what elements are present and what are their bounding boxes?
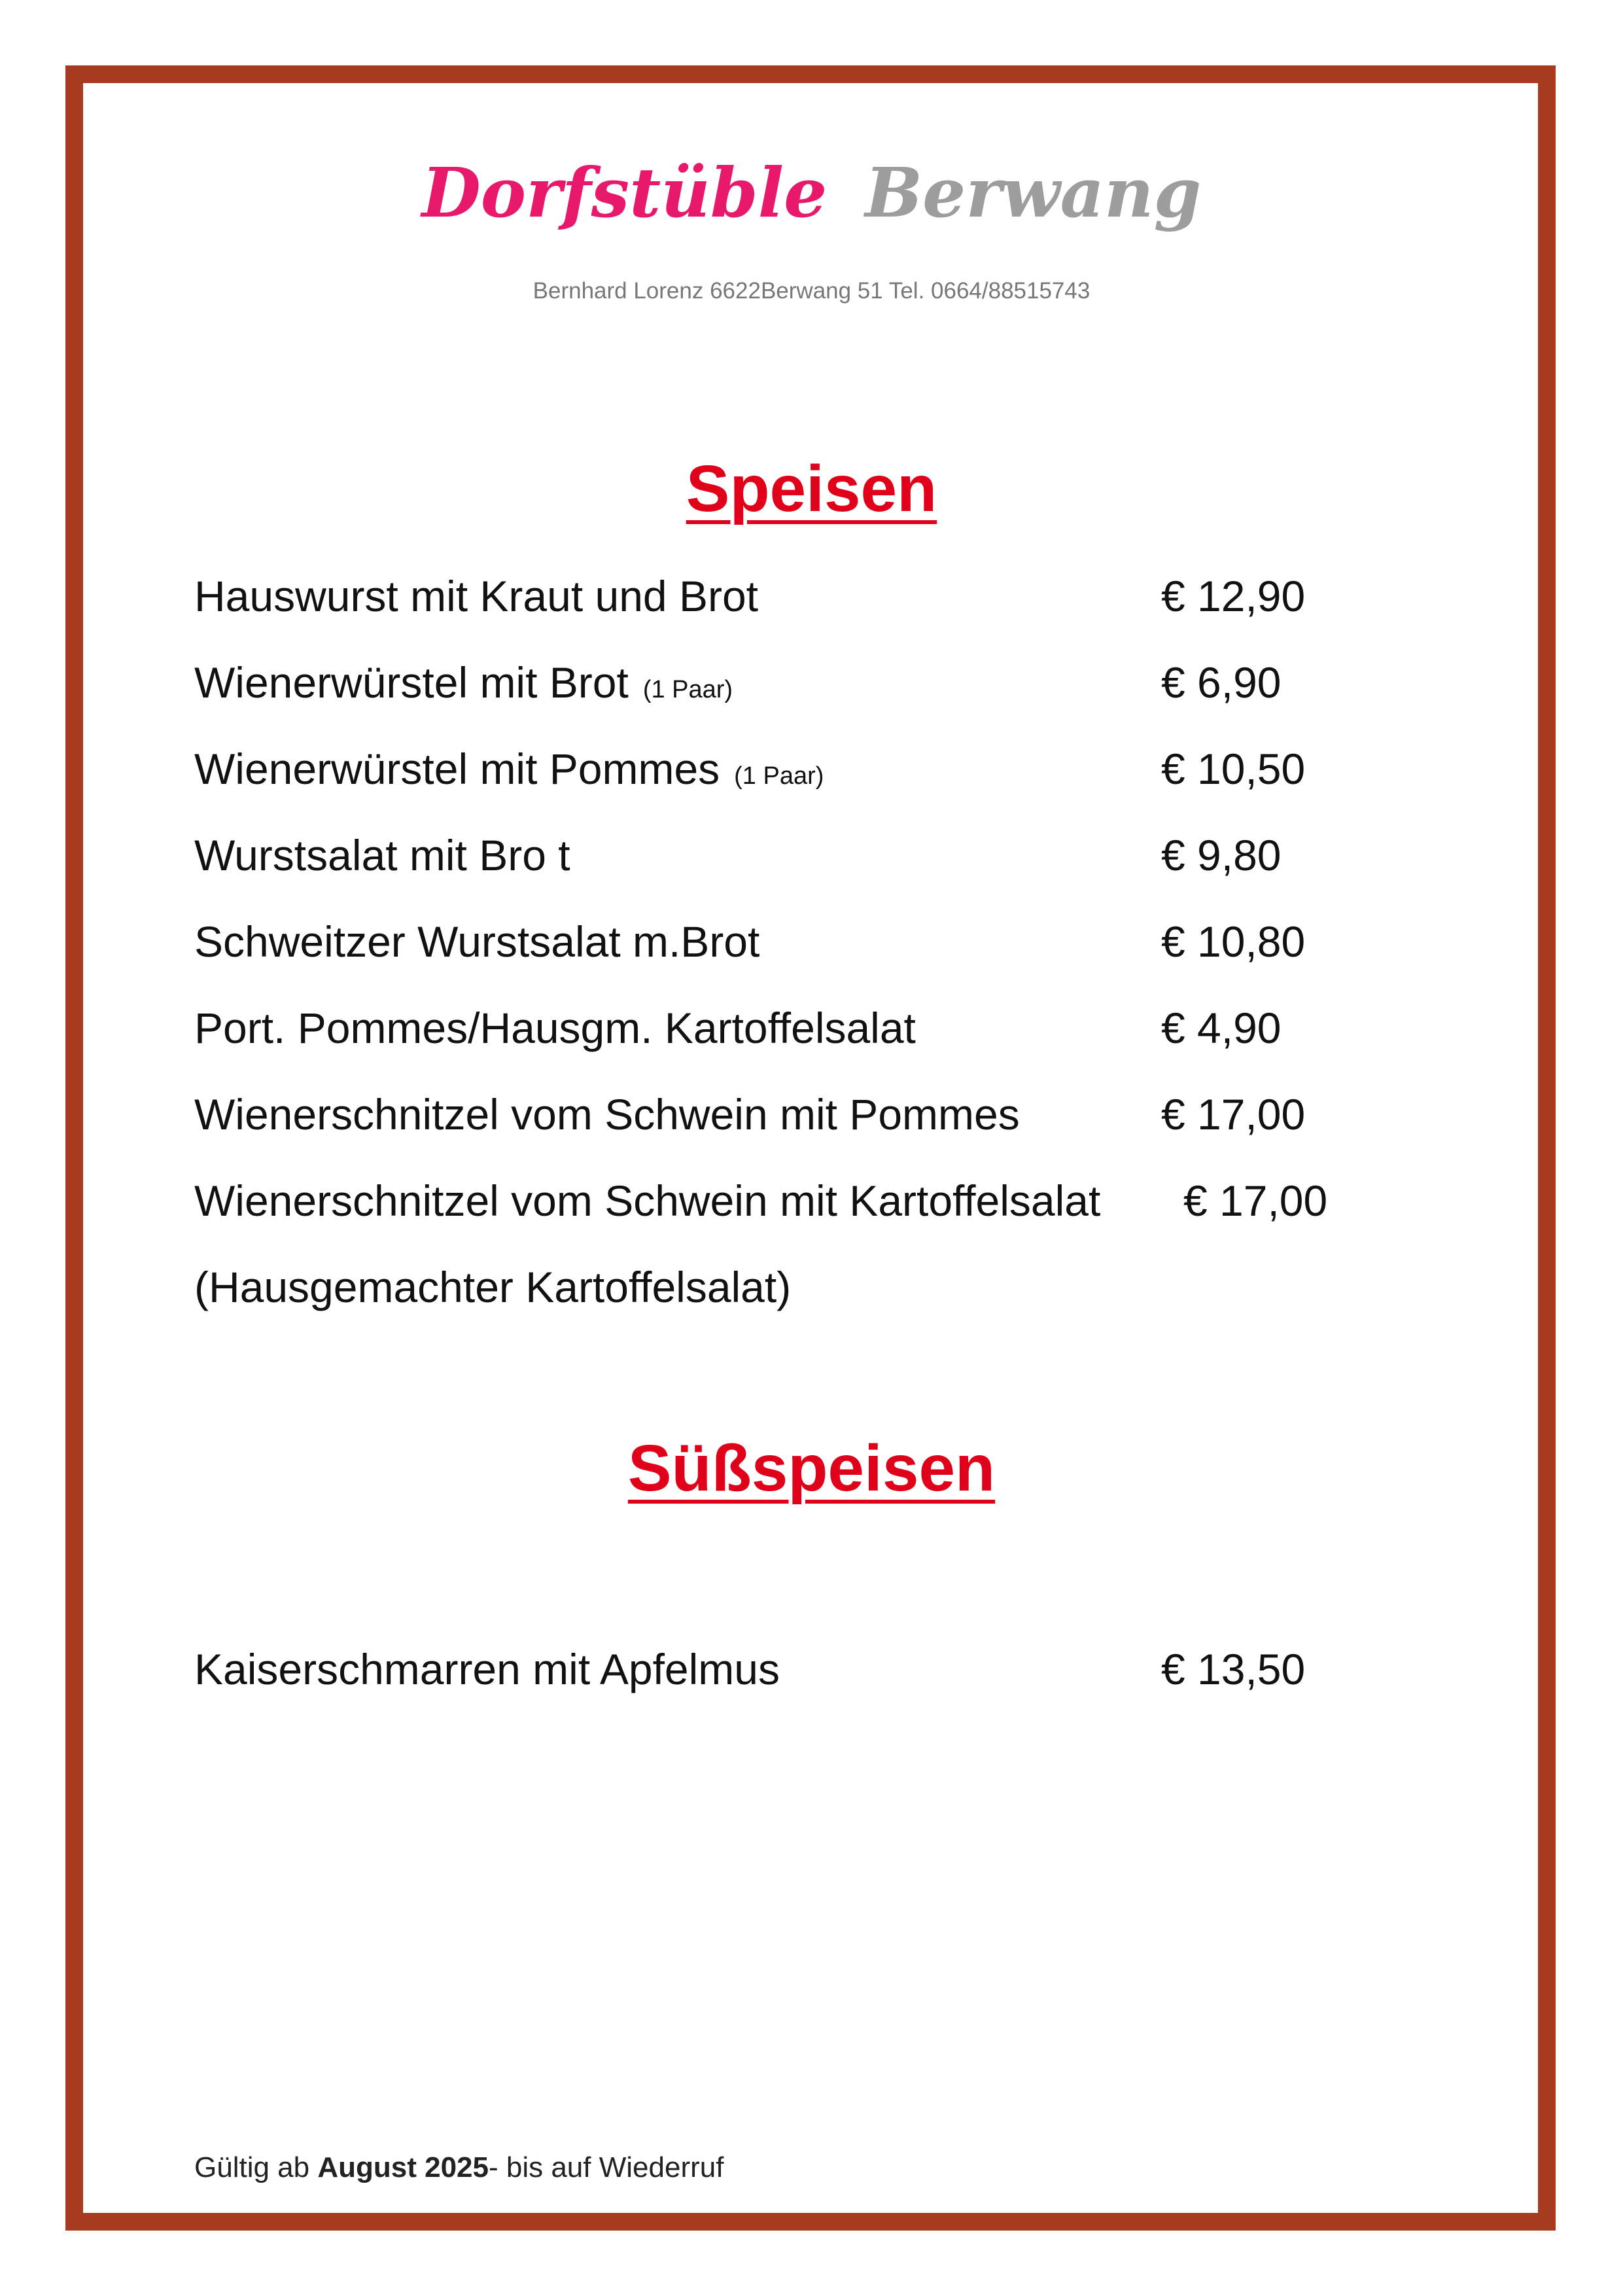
menu-item-name: Wienerschnitzel vom Schwein mit Kartoffelsalat	[194, 1176, 1101, 1225]
menu-border-frame	[65, 65, 1556, 2231]
menu-item	[194, 1258, 1372, 1316]
menu-item-price: € 10,50	[1161, 745, 1306, 793]
validity-suffix: - bis auf Wiederruf	[488, 2151, 724, 2183]
menu-item	[194, 1640, 1372, 1699]
menu-item-price: € 13,50	[1161, 1645, 1306, 1693]
menu-item	[194, 912, 1372, 971]
menu-item-name: Wienerwürstel mit Brot	[194, 658, 629, 707]
menu-item-name: Kaiserschmarren mit Apfelmus	[194, 1645, 780, 1693]
menu-item-price: € 17,00	[1161, 1090, 1306, 1139]
menu-item	[194, 653, 1372, 712]
menu-item	[194, 739, 1372, 798]
validity-date: August 2025	[317, 2151, 489, 2183]
contact-line: Bernhard Lorenz 6622Berwang 51 Tel. 0664/88515743	[532, 278, 1091, 304]
menu-item-name: Port. Pommes/Hausgm. Kartoffelsalat	[194, 1004, 916, 1052]
menu-item	[194, 826, 1372, 885]
menu-item-name: Hauswurst mit Kraut und Brot	[194, 572, 758, 620]
menu-item	[194, 998, 1372, 1057]
menu-item-name: Wienerschnitzel vom Schwein mit Pommes	[194, 1090, 1020, 1139]
menu-item-price: € 10,80	[1161, 917, 1306, 966]
menu-item-name: Schweitzer Wurstsalat m.Brot	[194, 917, 760, 966]
menu-item-note: (1 Paar)	[734, 762, 824, 790]
menu-item-price: € 17,00	[1183, 1176, 1328, 1225]
menu-item	[194, 1171, 1372, 1230]
validity-prefix: Gültig ab	[194, 2151, 318, 2183]
menu-item-price: € 12,90	[1161, 572, 1306, 620]
brand-name: Dorfstüble	[421, 152, 828, 233]
brand-place: Berwang	[865, 152, 1202, 233]
restaurant-logo	[0, 152, 1623, 233]
menu-item-price: € 9,80	[1161, 831, 1282, 879]
menu-item-name: Wienerwürstel mit Pommes	[194, 745, 720, 793]
menu-item	[194, 567, 1372, 626]
validity-note	[194, 2151, 724, 2184]
menu-item	[194, 1085, 1372, 1144]
section-title-speisen: Speisen	[686, 452, 937, 525]
menu-item-price: € 6,90	[1161, 658, 1282, 707]
menu-item-name: (Hausgemachter Kartoffelsalat)	[194, 1263, 792, 1311]
menu-item-name: Wurstsalat mit Bro t	[194, 831, 570, 879]
menu-item-note: (1 Paar)	[642, 676, 733, 703]
menu-item-price: € 4,90	[1161, 1004, 1282, 1052]
section-title-suessspeisen: Süßspeisen	[627, 1432, 996, 1505]
